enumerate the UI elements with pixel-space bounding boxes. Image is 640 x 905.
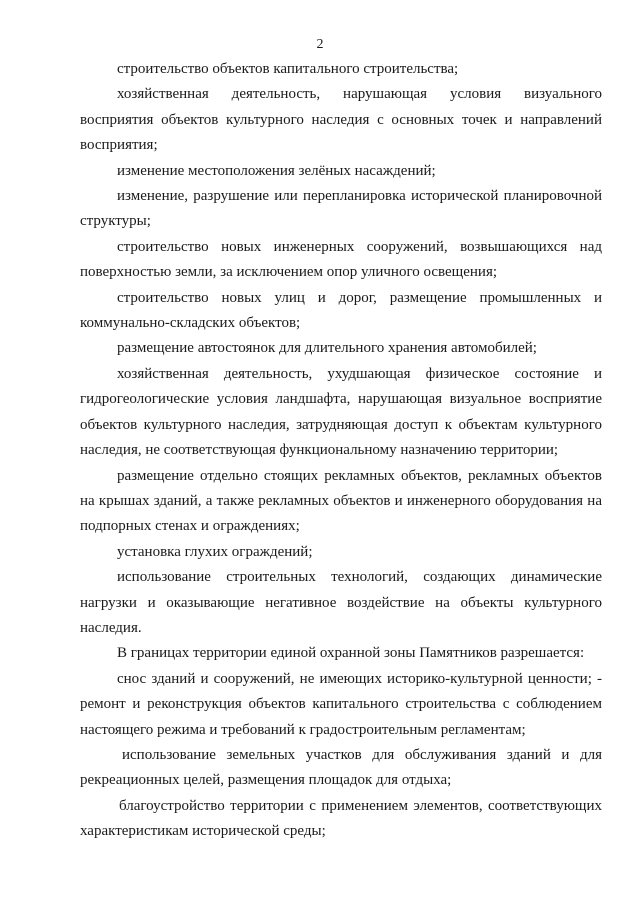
paragraph: размещение автостоянок для длительного хранения автомобилей; xyxy=(117,340,537,357)
paragraph: хозяйственная деятельность, нарушающая условия визуального восприятия объектов культурного наследия с основных точек и направлений восприятия; xyxy=(80,86,602,154)
paragraph: изменение местоположения зелёных насаждений; xyxy=(117,162,436,179)
paragraph: использование строительных технологий, создающих динамические нагрузки и оказывающие негативное воздействие на объекты культурного наследия. xyxy=(80,569,602,636)
paragraph: хозяйственная деятельность, ухудшающая физическое состояние и гидрогеологические условия ландшафта, нарушающая визуальное восприятие объектов культурного наследия, затрудняющая доступ к объектам культурного наследия, не соответствующая функциональному назначению территории; xyxy=(80,365,602,459)
paragraph: строительство новых инженерных сооружений, возвышающихся над поверхностью земли, за исключением опор уличного освещения; xyxy=(80,238,602,281)
paragraph: строительство объектов капитального строительства; xyxy=(117,61,459,77)
paragraph: строительство новых улиц и дорог, размещение промышленных и коммунально-складских объектов; xyxy=(80,289,602,332)
paragraph: благоустройство территории с применением элементов, соответствующих характеристикам исторической среды; xyxy=(80,797,602,840)
paragraph: В границах территории единой охранной зоны Памятников разрешается: xyxy=(117,645,585,662)
paragraph: использование земельных участков для обслуживания зданий и для рекреационных целей, размещения площадок для отдыха; xyxy=(80,746,602,789)
page-number: 2 xyxy=(316,37,324,52)
paragraph: установка глухих ограждений; xyxy=(117,543,313,560)
paragraph: изменение, разрушение или перепланировка исторической планировочной структуры; xyxy=(80,188,602,230)
document-body xyxy=(80,57,602,845)
paragraph: размещение отдельно стоящих рекламных объектов, рекламных объектов на крышах зданий, а также рекламных объектов и инженерного оборудования на подпорных стенах и ограждениях; xyxy=(80,467,602,535)
paragraph: снос зданий и сооружений, не имеющих историко-культурной ценности; - ремонт и реконструкция объектов капитального строительства с соблюдением настоящего режима и требований к градостроительным регламентам; xyxy=(80,670,602,738)
